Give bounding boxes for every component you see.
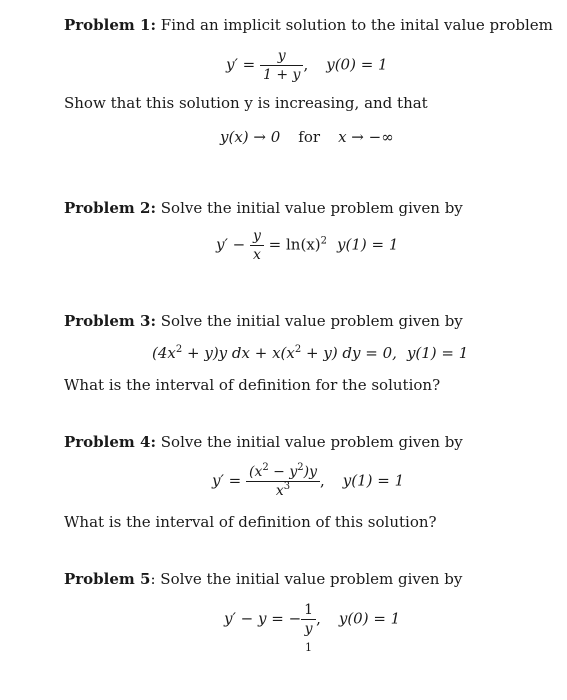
problem-4-numerator bbox=[246, 464, 320, 482]
problem-5-text: Solve the initial value problem given by bbox=[160, 570, 463, 588]
problem-4-den-exp: 3 bbox=[283, 481, 291, 492]
problem-2-numerator: y bbox=[250, 228, 264, 246]
problem-1-text: Find an implicit solution to the inital value problem bbox=[160, 16, 553, 34]
problem-4-num-exp-2: 2 bbox=[297, 462, 304, 473]
problem-5-denominator: y bbox=[304, 621, 313, 637]
problem-3-equation bbox=[152, 344, 468, 362]
problem-3-eq-part-a: (4x bbox=[152, 344, 176, 362]
problem-2-denominator: x bbox=[252, 247, 261, 263]
problem-2-text: Solve the initial value problem given by bbox=[160, 199, 463, 217]
problem-3-label: Problem 3: bbox=[64, 312, 156, 330]
problem-4-num-c: )y bbox=[303, 464, 318, 480]
problem-5-equation bbox=[224, 602, 400, 637]
problem-1-eq-lhs: y′ = bbox=[226, 55, 260, 74]
problem-1-initial-condition: y(0) = 1 bbox=[326, 55, 388, 74]
problem-5-eq-sep: , bbox=[316, 609, 321, 628]
problem-2-initial-condition: y(1) = 1 bbox=[337, 235, 399, 254]
problem-1-label: Problem 1: bbox=[64, 16, 156, 34]
problem-3-eq-part-b: + y)y dx + x(x bbox=[182, 344, 295, 362]
problem-4-text: Solve the initial value problem given by bbox=[160, 433, 463, 451]
problem-5-stray-digit: 1 bbox=[305, 641, 312, 654]
problem-4-den-a: x bbox=[275, 483, 284, 499]
problem-1-numerator: y bbox=[260, 48, 303, 66]
problem-4-label: Problem 4: bbox=[64, 433, 156, 451]
problem-4-statement bbox=[64, 433, 463, 451]
problem-1-limit bbox=[220, 128, 394, 146]
problem-2-eq-rhs-exponent: 2 bbox=[320, 235, 328, 247]
problem-4-num-b: − y bbox=[268, 464, 298, 480]
problem-3-text: Solve the initial value problem given by bbox=[160, 312, 463, 330]
problem-3-statement bbox=[64, 312, 463, 330]
problem-1-eq-sep: , bbox=[303, 55, 309, 74]
problem-3-followup: What is the interval of definition for the solution? bbox=[64, 376, 441, 394]
problem-2-label: Problem 2: bbox=[64, 199, 156, 217]
problem-1-equation bbox=[226, 48, 388, 83]
problem-3-eq-exp-a: 2 bbox=[175, 344, 183, 355]
problem-4-eq-sep: , bbox=[320, 471, 325, 490]
problem-5-numerator: 1 bbox=[301, 602, 316, 620]
problem-4-initial-condition: y(1) = 1 bbox=[342, 471, 405, 490]
problem-4-denominator bbox=[246, 482, 320, 499]
problem-4-num-a: (x bbox=[248, 464, 263, 480]
problem-3-eq-part-c: + y) dy = 0, bbox=[301, 344, 397, 362]
problem-2-statement bbox=[64, 199, 463, 217]
problem-1-limit-lhs: y(x) → 0 bbox=[220, 128, 281, 146]
problem-1-limit-for: for bbox=[298, 128, 321, 146]
problem-5-initial-condition: y(0) = 1 bbox=[338, 609, 401, 628]
problem-4-equation bbox=[212, 464, 404, 499]
problem-5-eq-lhs: y′ − y = − bbox=[224, 609, 302, 628]
problem-1-denominator: 1 + y bbox=[262, 67, 301, 83]
problem-5-statement bbox=[64, 570, 462, 588]
problem-3-eq-exp-b: 2 bbox=[294, 344, 302, 355]
problem-1-limit-rhs: x → −∞ bbox=[338, 128, 394, 146]
problem-2-fraction bbox=[250, 228, 264, 263]
problem-5-label-colon: : bbox=[150, 570, 156, 588]
problem-2-eq-rhs: = ln(x) bbox=[263, 235, 321, 254]
problem-3-initial-condition: y(1) = 1 bbox=[406, 344, 469, 362]
problem-4-eq-lhs: y′ = bbox=[212, 471, 246, 490]
problem-5-fraction bbox=[301, 602, 316, 637]
problem-5-label: Problem 5 bbox=[64, 570, 151, 588]
problem-4-followup: What is the interval of definition of this solution? bbox=[64, 513, 437, 531]
problem-2-equation bbox=[216, 228, 398, 263]
problem-1-fraction bbox=[260, 48, 303, 83]
problem-4-fraction bbox=[246, 464, 320, 499]
problem-1-statement bbox=[64, 16, 553, 34]
problem-2-eq-lhs: y′ − bbox=[216, 235, 250, 254]
problem-4-num-exp-1: 2 bbox=[262, 462, 269, 473]
problem-1-followup: Show that this solution y is increasing, and that bbox=[64, 94, 428, 112]
